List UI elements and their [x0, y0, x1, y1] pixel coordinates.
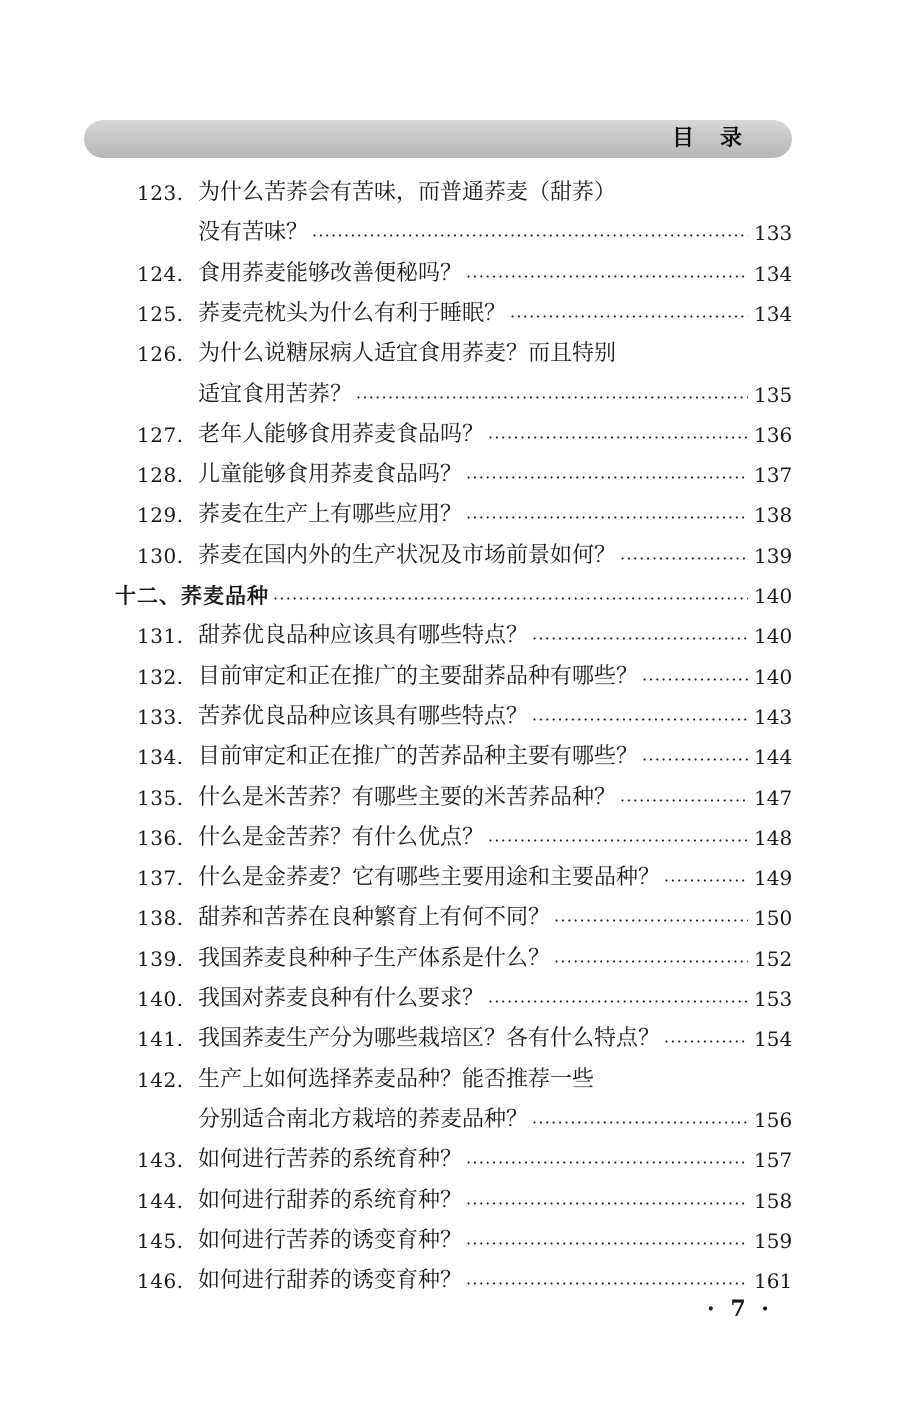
- toc-page-number: 154: [754, 1027, 793, 1052]
- toc-leader-dots: [488, 420, 748, 450]
- toc-entry-line[interactable]: [137, 652, 792, 692]
- toc-entry-line[interactable]: [137, 1135, 792, 1175]
- toc-entry-number: 140.: [137, 987, 184, 1011]
- toc-entry-number: 143.: [137, 1148, 184, 1173]
- toc-leader-dots: [466, 1266, 748, 1296]
- toc-entry-number: 132.: [137, 664, 184, 689]
- toc-entry-line[interactable]: [137, 490, 792, 530]
- toc-entry-title: 儿童能够食用荞麦食品吗？: [198, 462, 463, 488]
- toc-page-number: 137: [754, 463, 793, 488]
- toc-entry-title: 分别适合南北方栽培的荞麦品种？: [198, 1106, 529, 1132]
- toc-page-number: 134: [754, 301, 793, 326]
- toc-entry-line[interactable]: [137, 1256, 792, 1296]
- toc-page-number: 152: [754, 946, 793, 971]
- toc-section-heading[interactable]: [115, 571, 792, 611]
- toc-entry-title: 什么是米苦荞？有哪些主要的米苦荞品种？: [198, 784, 617, 810]
- toc-entry-title: 如何进行苦荞的诱变育种？: [198, 1227, 463, 1253]
- toc-page-number: 149: [754, 866, 793, 891]
- toc-page-number: 161: [754, 1269, 793, 1294]
- toc-leader-dots: [488, 823, 748, 853]
- toc-entry-title: 目前审定和正在推广的主要甜荞品种有哪些？: [198, 663, 639, 689]
- toc-page-number: 140: [754, 624, 793, 649]
- toc-entry-line[interactable]: [137, 773, 792, 813]
- toc-entry-line[interactable]: [137, 410, 792, 450]
- toc-leader-dots: [273, 581, 748, 611]
- toc-page-number: 138: [754, 503, 793, 528]
- toc-entry-line[interactable]: [198, 1095, 792, 1135]
- toc-entry-title: 我国对荞麦良种有什么要求？: [198, 986, 485, 1011]
- toc-leader-dots: [356, 380, 748, 410]
- toc-leader-dots: [312, 218, 748, 248]
- toc-entry-title: 如何进行甜荞的系统育种？: [198, 1187, 463, 1213]
- toc-entry-line[interactable]: [137, 1216, 792, 1256]
- toc-page-number: 135: [754, 382, 793, 407]
- toc-entry-number: 146.: [137, 1269, 184, 1294]
- toc-entry-number: 144.: [137, 1188, 184, 1213]
- toc-leader-dots: [466, 1226, 748, 1256]
- toc-entry-title: 生产上如何选择荞麦品种？能否推荐一些: [198, 1066, 595, 1092]
- toc-entry-number: 123.: [137, 181, 184, 205]
- toc-entry-line[interactable]: [137, 893, 792, 933]
- toc-page-number: 150: [754, 906, 793, 931]
- toc-leader-dots: [620, 541, 748, 571]
- toc-leader-dots: [532, 621, 748, 651]
- toc-entry-line[interactable]: [198, 370, 792, 410]
- toc-entry-line[interactable]: [137, 1014, 792, 1054]
- toc-page-number: 144: [754, 745, 793, 770]
- toc-page-number: 159: [754, 1228, 793, 1253]
- toc-entry-line[interactable]: [137, 1055, 792, 1095]
- toc-page-number: 143: [754, 704, 793, 729]
- toc-entry-number: 125.: [137, 301, 184, 326]
- toc-entry-number: 145.: [137, 1228, 184, 1253]
- toc-entry-line[interactable]: [137, 329, 792, 369]
- toc-entry-line[interactable]: [137, 168, 792, 208]
- toc-entry-line[interactable]: [137, 289, 792, 329]
- toc-entry-title: 什么是金荞麦？它有哪些主要用途和主要品种？: [198, 865, 661, 891]
- toc-entry-line[interactable]: [137, 934, 792, 974]
- toc-page-number: 148: [754, 825, 793, 850]
- toc-entry-line[interactable]: [137, 531, 792, 571]
- header-title: 目录: [671, 126, 768, 151]
- toc-entry-line[interactable]: [137, 732, 792, 772]
- toc-page-number: 157: [754, 1148, 793, 1173]
- toc-leader-dots: [642, 662, 748, 692]
- toc-leader-dots: [466, 1186, 748, 1216]
- toc-entry-number: 142.: [137, 1067, 184, 1092]
- toc-page-number: 147: [754, 785, 793, 810]
- toc-leader-dots: [466, 460, 748, 490]
- toc-entry-number: 135.: [137, 785, 184, 810]
- toc-page-number: 140: [754, 664, 793, 689]
- toc-entry-number: 141.: [137, 1027, 184, 1052]
- toc-page-number: 139: [754, 543, 793, 568]
- toc-entry-line[interactable]: [137, 450, 792, 490]
- toc-entry-title: 甜荞和苦荞在良种繁育上有何不同？: [198, 905, 551, 931]
- toc-leader-dots: [642, 742, 748, 772]
- toc-entry-title: 甜荞优良品种应该具有哪些特点？: [198, 623, 529, 649]
- toc-page-number: 158: [754, 1188, 793, 1213]
- toc-entry-title: 什么是金苦荞？有什么优点？: [198, 824, 485, 850]
- toc-page-number: 153: [754, 987, 793, 1011]
- toc-entry-line[interactable]: [137, 611, 792, 651]
- toc-entry-line[interactable]: [137, 249, 792, 289]
- toc-leader-dots: [664, 1024, 748, 1054]
- toc-entry-line[interactable]: [137, 692, 792, 732]
- toc-entry-line[interactable]: [137, 974, 792, 1014]
- toc-entry-line[interactable]: [198, 208, 792, 248]
- toc-page-number: 134: [754, 261, 793, 286]
- toc-entry-number: 137.: [137, 866, 184, 891]
- toc-entry-title: 荞麦在生产上有哪些应用？: [198, 502, 463, 528]
- toc-entry-title: 适宜食用苦荞？: [198, 381, 353, 407]
- toc-entry-number: 134.: [137, 745, 184, 770]
- toc-leader-dots: [510, 299, 748, 329]
- toc-entry-title: 十二、荞麦品种: [115, 584, 269, 608]
- toc-entry-line[interactable]: [137, 853, 792, 893]
- toc-entry-number: 133.: [137, 704, 184, 729]
- toc-page-number: 133: [754, 221, 793, 246]
- toc-entry-title: 目前审定和正在推广的苦荞品种主要有哪些？: [198, 744, 639, 770]
- toc-entry-number: 126.: [137, 342, 184, 367]
- toc-leader-dots: [664, 863, 748, 893]
- toc-leader-dots: [554, 944, 748, 974]
- toc-entry-number: 131.: [137, 624, 184, 649]
- toc-page-number: 136: [754, 422, 793, 447]
- toc-entry-line[interactable]: [137, 813, 792, 853]
- toc-leader-dots: [532, 1105, 748, 1135]
- toc-entry-number: 138.: [137, 906, 184, 931]
- toc-entry-title: 为什么苦荞会有苦味，而普通荞麦（甜荞）: [198, 180, 617, 205]
- toc-entry-title: 老年人能够食用荞麦食品吗？: [198, 421, 485, 447]
- toc-entry-number: 136.: [137, 825, 184, 850]
- toc-entry-number: 129.: [137, 503, 184, 528]
- toc-entry-number: 124.: [137, 261, 184, 286]
- toc-entry-title: 如何进行苦荞的系统育种？: [198, 1147, 463, 1173]
- toc-page-number: 156: [754, 1107, 793, 1132]
- toc-entry-number: 128.: [137, 463, 184, 488]
- toc-entry-title: 我国荞麦良种种子生产体系是什么？: [198, 945, 551, 971]
- toc-leader-dots: [532, 702, 748, 732]
- toc-leader-dots: [620, 783, 748, 813]
- page-number: · 7 ·: [707, 1296, 773, 1322]
- toc-entry-title: 荞麦在国内外的生产状况及市场前景如何？: [198, 542, 617, 568]
- toc-entry-title: 苦荞优良品种应该具有哪些特点？: [198, 703, 529, 729]
- toc-entry-title: 如何进行甜荞的诱变育种？: [198, 1268, 463, 1294]
- toc-leader-dots: [554, 903, 748, 933]
- toc-leader-dots: [466, 1145, 748, 1175]
- toc-leader-dots: [466, 259, 748, 289]
- toc-entry-number: 127.: [137, 422, 184, 447]
- toc-entry-title: 食用荞麦能够改善便秘吗？: [198, 260, 463, 286]
- toc-page-number: 140: [754, 584, 793, 608]
- toc-entry-title: 没有苦味？: [198, 220, 309, 246]
- toc-leader-dots: [488, 984, 748, 1014]
- toc-entry-number: 139.: [137, 946, 184, 971]
- toc-entry-title: 荞麦壳枕头为什么有利于睡眠？: [198, 300, 507, 326]
- toc-entry-title: 我国荞麦生产分为哪些栽培区？各有什么特点？: [198, 1026, 661, 1052]
- toc-entry-number: 130.: [137, 543, 184, 568]
- toc-leader-dots: [466, 500, 748, 530]
- toc-entry-title: 为什么说糖尿病人适宜食用荞麦？而且特别: [198, 341, 617, 367]
- toc-entry-line[interactable]: [137, 1176, 792, 1216]
